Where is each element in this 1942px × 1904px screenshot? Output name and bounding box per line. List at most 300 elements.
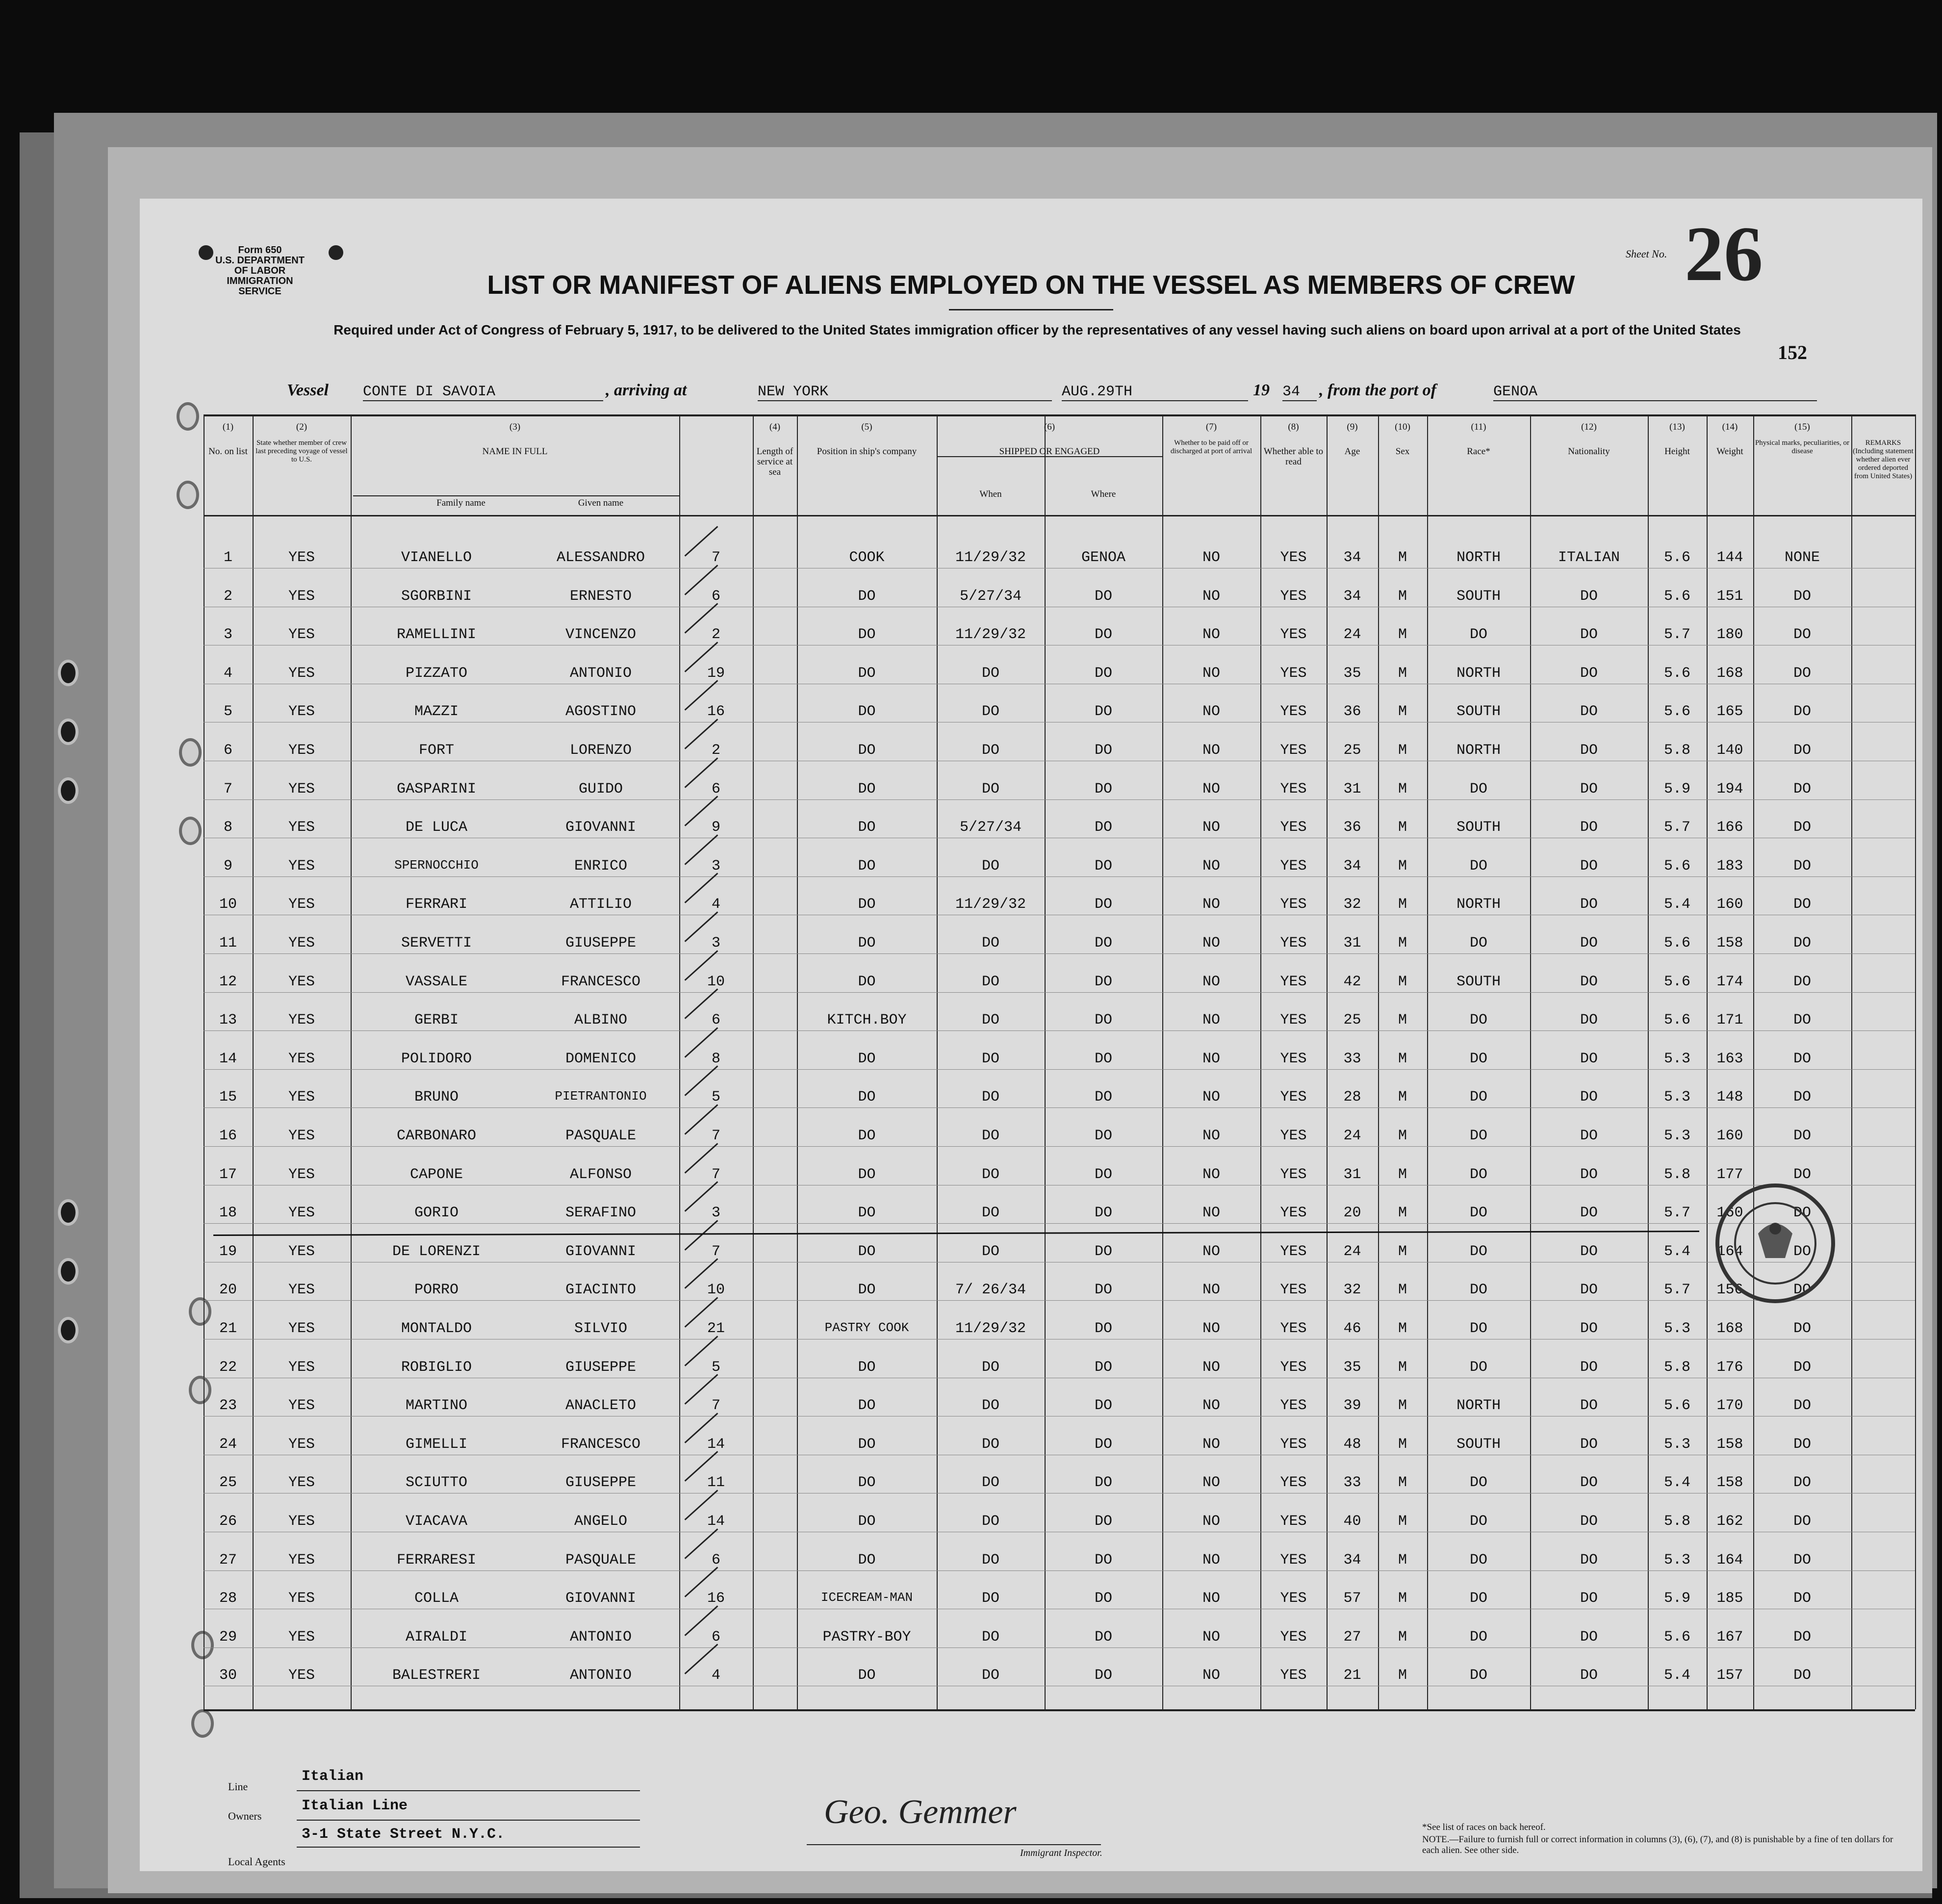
able-to-read: YES [1280,1243,1307,1260]
able-to-read: YES [1280,1629,1307,1646]
position: DO [858,588,876,605]
height: 5.6 [1663,1629,1690,1646]
given-name: VINCENZO [565,626,637,643]
race: DO [1469,781,1487,798]
prior-voyage: YES [288,1128,315,1144]
punch-ring [179,738,202,767]
consulate-seal-icon [1712,1180,1839,1307]
prior-voyage: YES [288,819,315,836]
row-number: 11 [219,935,237,952]
given-name: ALFONSO [569,1166,632,1183]
shipped-when: DO [981,1089,999,1106]
column-label: Position in ship's company [817,446,917,457]
able-to-read: YES [1280,1012,1307,1029]
age: 25 [1343,1012,1361,1029]
shipped-when: DO [981,1629,999,1646]
row-number: 20 [219,1282,237,1298]
shipped-when: DO [981,665,999,682]
row-rule [204,1223,1915,1224]
given-name: GIOVANNI [565,819,637,836]
able-to-read: YES [1280,742,1307,759]
position: DO [858,1051,876,1067]
position: DO [858,626,876,643]
sex: M [1398,703,1407,720]
row-rule [204,953,1915,954]
height: 5.6 [1663,588,1690,605]
sex: M [1398,1436,1407,1453]
given-name: FRANCESCO [561,974,641,990]
physical-marks: DO [1793,588,1811,605]
shipped-when: DO [981,1513,999,1530]
age: 20 [1343,1205,1361,1221]
sex: M [1398,974,1407,990]
paid-off: NO [1202,1474,1220,1491]
able-to-read: YES [1280,819,1307,836]
age: 39 [1343,1397,1361,1414]
position: PASTRY-BOY [822,1629,911,1646]
position: DO [858,1282,876,1298]
physical-marks: DO [1793,781,1811,798]
paid-off: NO [1202,588,1220,605]
position: COOK [849,549,885,566]
height: 5.6 [1663,1012,1690,1029]
shipped-where: DO [1094,588,1112,605]
physical-marks: DO [1793,1513,1811,1530]
position: DO [858,1474,876,1491]
able-to-read: YES [1280,588,1307,605]
service-length: 3 [711,858,720,875]
weight: 160 [1716,896,1743,913]
arrival-port: NEW YORK [758,380,1052,401]
prior-voyage: YES [288,742,315,759]
shipped-when: 5/27/34 [959,819,1022,836]
sex: M [1398,588,1407,605]
weight: 140 [1716,742,1743,759]
prior-voyage: YES [288,896,315,913]
given-name: LORENZO [569,742,632,759]
weight: 166 [1716,819,1743,836]
service-length: 14 [707,1513,725,1530]
prior-voyage: YES [288,665,315,682]
shipped-where: DO [1094,896,1112,913]
shipped-where: DO [1094,1166,1112,1183]
given-name: PASQUALE [565,1552,637,1569]
row-number: 19 [219,1243,237,1260]
given-name: ANACLETO [565,1397,637,1414]
age: 31 [1343,781,1361,798]
paid-off: NO [1202,935,1220,952]
column-number: (4) [769,422,781,432]
able-to-read: YES [1280,1089,1307,1106]
row-number: 7 [223,781,232,798]
race: SOUTH [1456,974,1501,990]
nationality: ITALIAN [1558,549,1620,566]
physical-marks: DO [1793,1243,1811,1260]
form-id-line: U.S. DEPARTMENT OF LABOR [215,255,305,276]
weight: 165 [1716,703,1743,720]
family-name: FORT [418,742,454,759]
shipped-where: DO [1094,1474,1112,1491]
age: 25 [1343,742,1361,759]
service-length: 3 [711,1205,720,1221]
position: DO [858,1359,876,1376]
paid-off: NO [1202,1436,1220,1453]
age: 21 [1343,1667,1361,1684]
sex: M [1398,1667,1407,1684]
sex: M [1398,1051,1407,1067]
service-length: 5 [711,1359,720,1376]
nationality: DO [1580,1552,1598,1569]
weight: 151 [1716,588,1743,605]
prior-voyage: YES [288,1590,315,1607]
row-number: 12 [219,974,237,990]
nationality: DO [1580,1359,1598,1376]
able-to-read: YES [1280,1359,1307,1376]
shipped-where: DO [1094,1051,1112,1067]
row-number: 17 [219,1166,237,1183]
prior-voyage: YES [288,1012,315,1029]
sex: M [1398,1320,1407,1337]
column-number: (5) [861,422,872,432]
age: 34 [1343,1552,1361,1569]
prior-voyage: YES [288,588,315,605]
physical-marks: DO [1793,819,1811,836]
family-name: FERRARI [405,896,468,913]
paid-off: NO [1202,626,1220,643]
shipped-when: DO [981,1166,999,1183]
shipped-when: DO [981,1243,999,1260]
nationality: DO [1580,1243,1598,1260]
given-name: GIOVANNI [565,1243,637,1260]
weight: 183 [1716,858,1743,875]
weight: 160 [1716,1205,1743,1221]
physical-marks: DO [1793,974,1811,990]
prior-voyage: YES [288,858,315,875]
column-label: Weight [1716,446,1743,457]
weight: 144 [1716,549,1743,566]
able-to-read: YES [1280,935,1307,952]
service-length: 14 [707,1436,725,1453]
shipped-when: 11/29/32 [955,549,1026,566]
shipped-when: DO [981,1012,999,1029]
stamp-number: 152 [1778,341,1807,363]
line-underline [297,1790,640,1791]
inspector-signature: Geo. Gemmer [824,1793,1017,1831]
race: DO [1469,1012,1487,1029]
shipped-where: DO [1094,1629,1112,1646]
column-number: (8) [1288,422,1299,432]
race: DO [1469,626,1487,643]
shipped-when: DO [981,781,999,798]
position: DO [858,935,876,952]
race: DO [1469,1166,1487,1183]
sex: M [1398,665,1407,682]
race: DO [1469,1089,1487,1106]
physical-marks: DO [1793,1128,1811,1144]
inspector-label: Immigrant Inspector. [1020,1848,1102,1858]
column-number: (15) [1794,422,1810,432]
service-length: 6 [711,781,720,798]
shipped-where: DO [1094,742,1112,759]
shipped-where: DO [1094,819,1112,836]
age: 27 [1343,1629,1361,1646]
position: DO [858,1128,876,1144]
physical-marks: DO [1793,858,1811,875]
age: 42 [1343,974,1361,990]
nationality: DO [1580,703,1598,720]
able-to-read: YES [1280,1051,1307,1067]
service-length: 16 [707,1590,725,1607]
column-label: Height [1664,446,1690,457]
physical-marks: DO [1793,1051,1811,1067]
family-name: MONTALDO [401,1320,472,1337]
paid-off: NO [1202,1089,1220,1106]
position: PASTRY COOK [824,1320,909,1335]
family-name: SGORBINI [401,588,472,605]
given-name: SILVIO [574,1320,628,1337]
paid-off: NO [1202,1205,1220,1221]
race: DO [1469,1128,1487,1144]
column-number: (1) [222,422,234,432]
sex: M [1398,742,1407,759]
column-number: (13) [1669,422,1685,432]
height: 5.6 [1663,858,1690,875]
paid-off: NO [1202,974,1220,990]
given-name-header: Given name [578,498,624,508]
race: DO [1469,1359,1487,1376]
nationality: DO [1580,1051,1598,1067]
age: 57 [1343,1590,1361,1607]
row-number: 24 [219,1436,237,1453]
age: 35 [1343,665,1361,682]
paid-off: NO [1202,781,1220,798]
race: DO [1469,1051,1487,1067]
shipped-where: DO [1094,1513,1112,1530]
shipped-when: DO [981,703,999,720]
physical-marks: DO [1793,896,1811,913]
penalty-note: NOTE.—Failure to furnish full or correct information in columns (3), (6), (7), and (8) is punishable by a fine of ten dollars for each alien. See other side. [1422,1834,1893,1855]
form-id-line: IMMIGRATION SERVICE [227,276,293,297]
weight: 168 [1716,665,1743,682]
shipped-when: DO [981,974,999,990]
row-number: 22 [219,1359,237,1376]
given-name: PASQUALE [565,1128,637,1144]
row-number: 27 [219,1552,237,1569]
weight: 156 [1716,1282,1743,1298]
paid-off: NO [1202,1397,1220,1414]
arrival-date: AUG.29TH [1062,380,1248,401]
row-rule [204,992,1915,993]
height: 5.3 [1663,1320,1690,1337]
given-name: AGOSTINO [565,703,637,720]
able-to-read: YES [1280,1397,1307,1414]
sex: M [1398,1012,1407,1029]
race: DO [1469,1629,1487,1646]
owners-value: Italian Line [302,1798,408,1814]
sex: M [1398,1166,1407,1183]
shipped-where: DO [1094,1667,1112,1684]
height: 5.6 [1663,1397,1690,1414]
given-name: PIETRANTONIO [555,1089,647,1104]
shipped-where: DO [1094,1590,1112,1607]
position: DO [858,1205,876,1221]
family-name: VIANELLO [401,549,472,566]
row-number: 14 [219,1051,237,1067]
race: DO [1469,1552,1487,1569]
nationality: DO [1580,858,1598,875]
column-label: REMARKS (Including statement whether alien ever ordered deported from United States) [1853,439,1914,480]
race: DO [1469,1513,1487,1530]
year-suffix: 34 [1282,380,1317,401]
paid-off: NO [1202,703,1220,720]
nationality: DO [1580,1513,1598,1530]
prior-voyage: YES [288,1397,315,1414]
weight: 171 [1716,1012,1743,1029]
column-number: (7) [1205,422,1217,432]
able-to-read: YES [1280,858,1307,875]
race: SOUTH [1456,588,1501,605]
family-name: PORRO [414,1282,459,1298]
nationality: DO [1580,1012,1598,1029]
position: DO [858,1667,876,1684]
row-rule [204,1107,1915,1108]
able-to-read: YES [1280,703,1307,720]
weight: 180 [1716,626,1743,643]
service-length: 16 [707,703,725,720]
nationality: DO [1580,1128,1598,1144]
weight: 168 [1716,1320,1743,1337]
family-name: ROBIGLIO [401,1359,472,1376]
family-name: CARBONARO [396,1128,477,1144]
paid-off: NO [1202,1667,1220,1684]
prior-voyage: YES [288,1089,315,1106]
paid-off: NO [1202,1629,1220,1646]
service-length: 19 [707,665,725,682]
prior-voyage: YES [288,1243,315,1260]
column-number: (11) [1471,422,1486,432]
table-bottom-rule [204,1709,1915,1711]
service-length: 2 [711,626,720,643]
shipped-where: DO [1094,703,1112,720]
family-name: COLLA [414,1590,459,1607]
shipped-when: DO [981,1436,999,1453]
where-header: Where [1091,489,1116,499]
row-number: 21 [219,1320,237,1337]
given-name: ANTONIO [569,1629,632,1646]
given-name: ANTONIO [569,665,632,682]
physical-marks: DO [1793,626,1811,643]
header-bottom-rule [204,515,1915,516]
age: 28 [1343,1089,1361,1106]
prior-voyage: YES [288,1051,315,1067]
column-number: (3) [509,422,521,432]
nationality: DO [1580,1205,1598,1221]
column-label: NAME IN FULL [482,446,548,457]
paid-off: NO [1202,896,1220,913]
row-18-strikethrough [213,1231,1699,1236]
prior-voyage: YES [288,1629,315,1646]
nationality: DO [1580,1166,1598,1183]
able-to-read: YES [1280,1552,1307,1569]
given-name: ERNESTO [569,588,632,605]
position: DO [858,1513,876,1530]
service-length: 5 [711,1089,720,1106]
sex: M [1398,1205,1407,1221]
family-name: SPERNOCCHIO [394,858,479,873]
row-number: 1 [223,549,232,566]
race: NORTH [1456,549,1501,566]
weight: 158 [1716,1436,1743,1453]
family-name: BRUNO [414,1089,459,1106]
paid-off: NO [1202,1320,1220,1337]
height: 5.8 [1663,1359,1690,1376]
height: 5.6 [1663,974,1690,990]
age: 31 [1343,1166,1361,1183]
shipped-when: DO [981,1552,999,1569]
family-name: DE LORENZI [392,1243,481,1260]
shipped-where: DO [1094,1243,1112,1260]
physical-marks: DO [1793,935,1811,952]
given-name: GIUSEPPE [565,1474,637,1491]
age: 36 [1343,703,1361,720]
family-name: POLIDORO [401,1051,472,1067]
prior-voyage: YES [288,1320,315,1337]
title-underline [949,309,1113,310]
sex: M [1398,1513,1407,1530]
height: 5.6 [1663,549,1690,566]
prior-voyage: YES [288,1359,315,1376]
family-name: SERVETTI [401,935,472,952]
sex: M [1398,626,1407,643]
row-rule [204,1300,1915,1301]
able-to-read: YES [1280,1436,1307,1453]
shipped-where: GENOA [1081,549,1125,566]
agents-value: 3-1 State Street N.Y.C. [302,1826,505,1843]
prior-voyage: YES [288,1552,315,1569]
row-number: 28 [219,1590,237,1607]
row-number: 25 [219,1474,237,1491]
age: 31 [1343,935,1361,952]
service-length: 4 [711,1667,720,1684]
service-length: 7 [711,549,720,566]
age: 33 [1343,1051,1361,1067]
column-label: Race* [1467,446,1490,457]
shipped-where: DO [1094,1012,1112,1029]
column-label: No. on list [208,446,248,457]
service-length: 7 [711,1128,720,1144]
able-to-read: YES [1280,1667,1307,1684]
service-length: 6 [711,1629,720,1646]
position: DO [858,1397,876,1414]
weight: 170 [1716,1397,1743,1414]
weight: 167 [1716,1629,1743,1646]
height: 5.7 [1663,1205,1690,1221]
shipped-when: DO [981,1667,999,1684]
row-number: 29 [219,1629,237,1646]
row-rule [204,1647,1915,1648]
sex: M [1398,1282,1407,1298]
nationality: DO [1580,1282,1598,1298]
service-length: 9 [711,819,720,836]
sex: M [1398,935,1407,952]
race: DO [1469,1282,1487,1298]
binder-dot [199,245,213,260]
height: 5.3 [1663,1436,1690,1453]
sex: M [1398,1474,1407,1491]
column-label: Physical marks, peculiarities, or disease [1755,439,1850,455]
column-number: (10) [1395,422,1410,432]
age: 48 [1343,1436,1361,1453]
